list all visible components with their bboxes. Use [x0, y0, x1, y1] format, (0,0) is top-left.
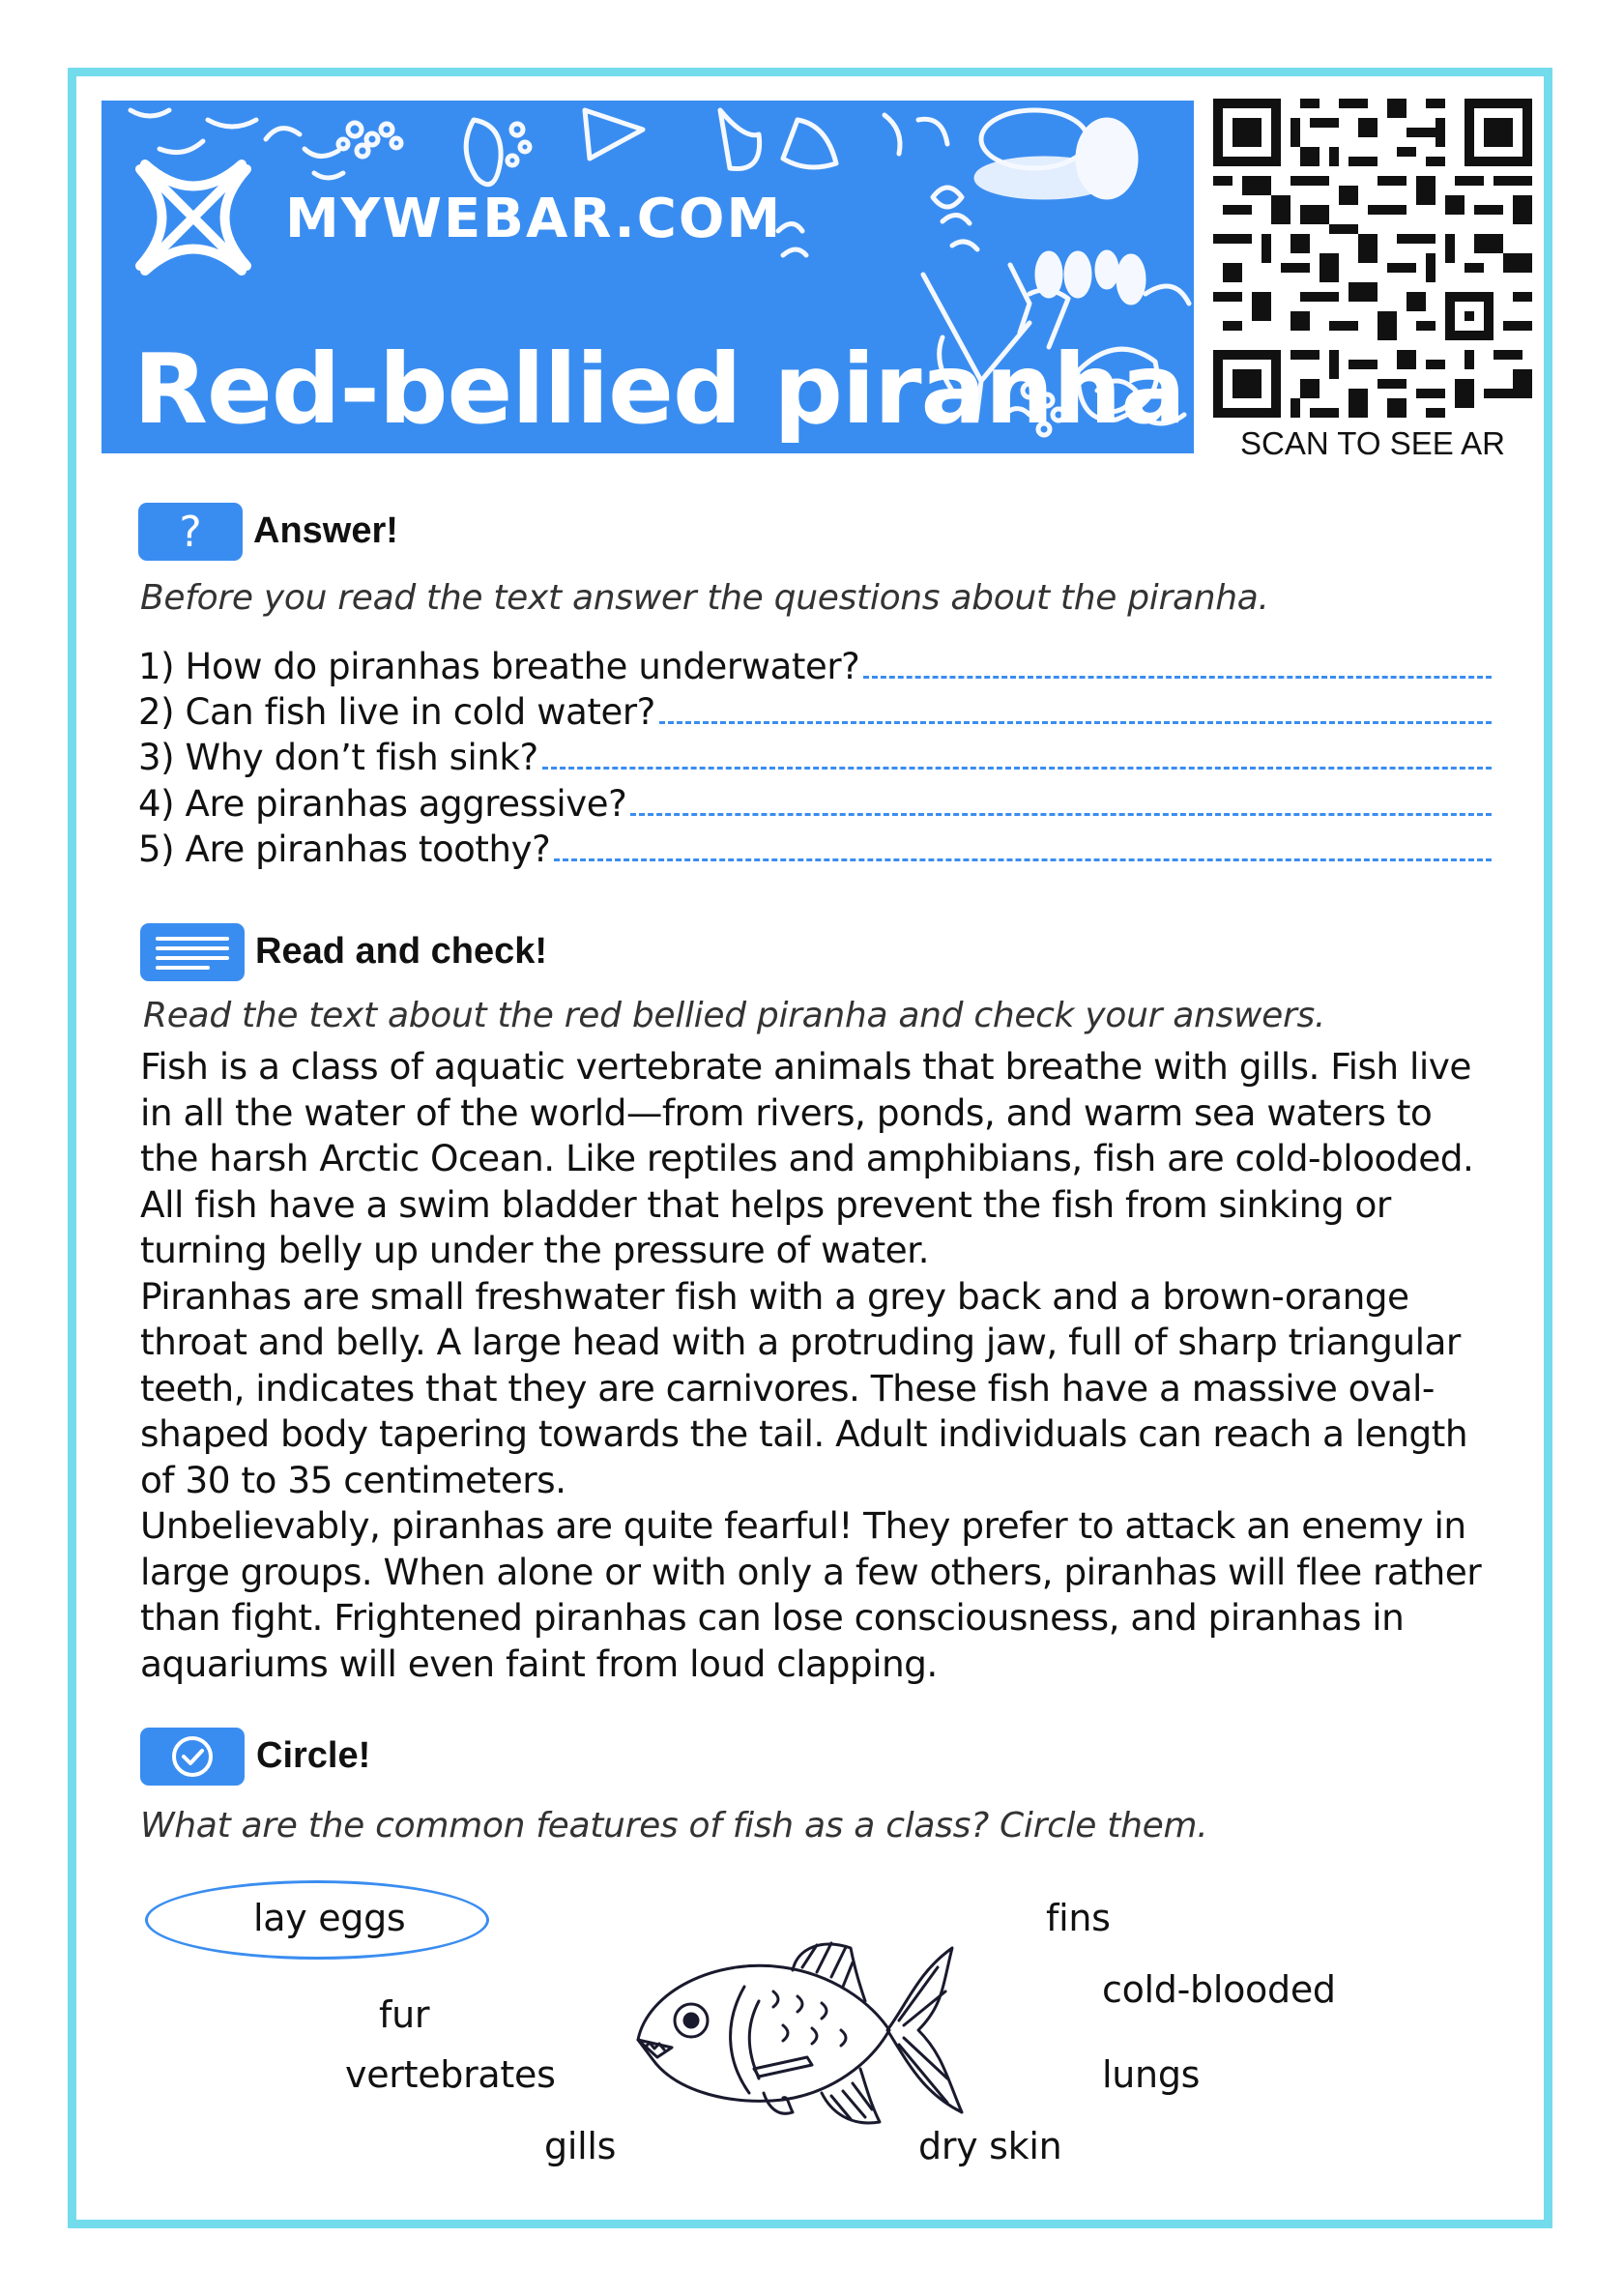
mywebar-logo-icon: [130, 155, 256, 280]
qr-caption: SCAN TO SEE AR: [1240, 425, 1505, 461]
answer-line[interactable]: [630, 784, 1492, 816]
answer-line[interactable]: [863, 647, 1492, 679]
read-section-title: Read and check!: [255, 931, 547, 972]
question-row: [138, 691, 1492, 737]
question-row: [138, 783, 1492, 828]
word-fins[interactable]: fins: [1046, 1897, 1111, 1939]
question-mark-icon: ?: [138, 503, 243, 561]
answer-line[interactable]: [554, 829, 1492, 861]
question-text: 1) How do piranhas breathe underwater?: [138, 646, 860, 687]
page-title: Red-bellied piranha: [133, 333, 1185, 446]
answer-instruction: Before you read the text answer the questions about the piranha.: [140, 578, 1269, 618]
word-dry-skin[interactable]: dry skin: [918, 2125, 1062, 2167]
paragraph: Fish is a class of aquatic vertebrate animals that breathe with gills. Fish live in all the water of the world—from rivers, ponds, and warm sea waters to the harsh Arctic Ocean. Like reptiles and amphibians, fish are cold-blooded. All fish have a swim bladder that helps prevent the fish from sinking or turning belly up under the pressure of water.: [140, 1045, 1474, 1271]
read-instruction: Read the text about the red bellied piranha and check your answers.: [143, 996, 1326, 1035]
word-cold-blooded[interactable]: cold-blooded: [1102, 1968, 1336, 2011]
text-lines-icon: [140, 923, 245, 981]
question-row: [138, 646, 1492, 691]
header-banner: [102, 101, 1194, 453]
question-row: [138, 737, 1492, 782]
word-vertebrates[interactable]: vertebrates: [345, 2053, 556, 2096]
brand-name: MYWEBAR.COM: [285, 188, 783, 250]
word-fur[interactable]: fur: [379, 1993, 430, 2036]
word-lungs[interactable]: lungs: [1102, 2053, 1201, 2096]
paragraph: Unbelievably, piranhas are quite fearful! They prefer to attack an enemy in large groups. When alone or with only a few others, piranhas will flee rather than fight. Frightened piranhas can lose consciousness, and piranhas in aquariums will even faint from loud clapping.: [140, 1504, 1482, 1685]
circle-section-title: Circle!: [256, 1735, 371, 1776]
check-circle-icon: [140, 1728, 245, 1786]
word-gills[interactable]: gills: [544, 2125, 617, 2167]
qr-code-icon[interactable]: [1213, 99, 1532, 418]
answer-section-title: Answer!: [253, 510, 398, 551]
question-text: 2) Can fish live in cold water?: [138, 691, 655, 733]
question-text: 3) Why don’t fish sink?: [138, 737, 538, 778]
word-lay-eggs[interactable]: lay eggs: [253, 1897, 406, 1939]
question-row: [138, 828, 1492, 874]
piranha-illustration-icon: [628, 1933, 976, 2136]
question-text: 4) Are piranhas aggressive?: [138, 783, 627, 825]
question-text: 5) Are piranhas toothy?: [138, 828, 551, 870]
circle-instruction: What are the common features of fish as a class? Circle them.: [140, 1806, 1208, 1846]
paragraph: Piranhas are small freshwater fish with a grey back and a brown-orange throat and belly. A large head with a protruding jaw, full of sharp triangular teeth, indicates that they are carnivores. These fish have a massive oval-shaped body tapering towards the tail. Adult individuals can reach a length of 30 to 35 centimeters.: [140, 1274, 1468, 1501]
answer-line[interactable]: [659, 692, 1492, 724]
answer-line[interactable]: [542, 738, 1492, 770]
reading-text: [140, 1044, 1484, 1687]
